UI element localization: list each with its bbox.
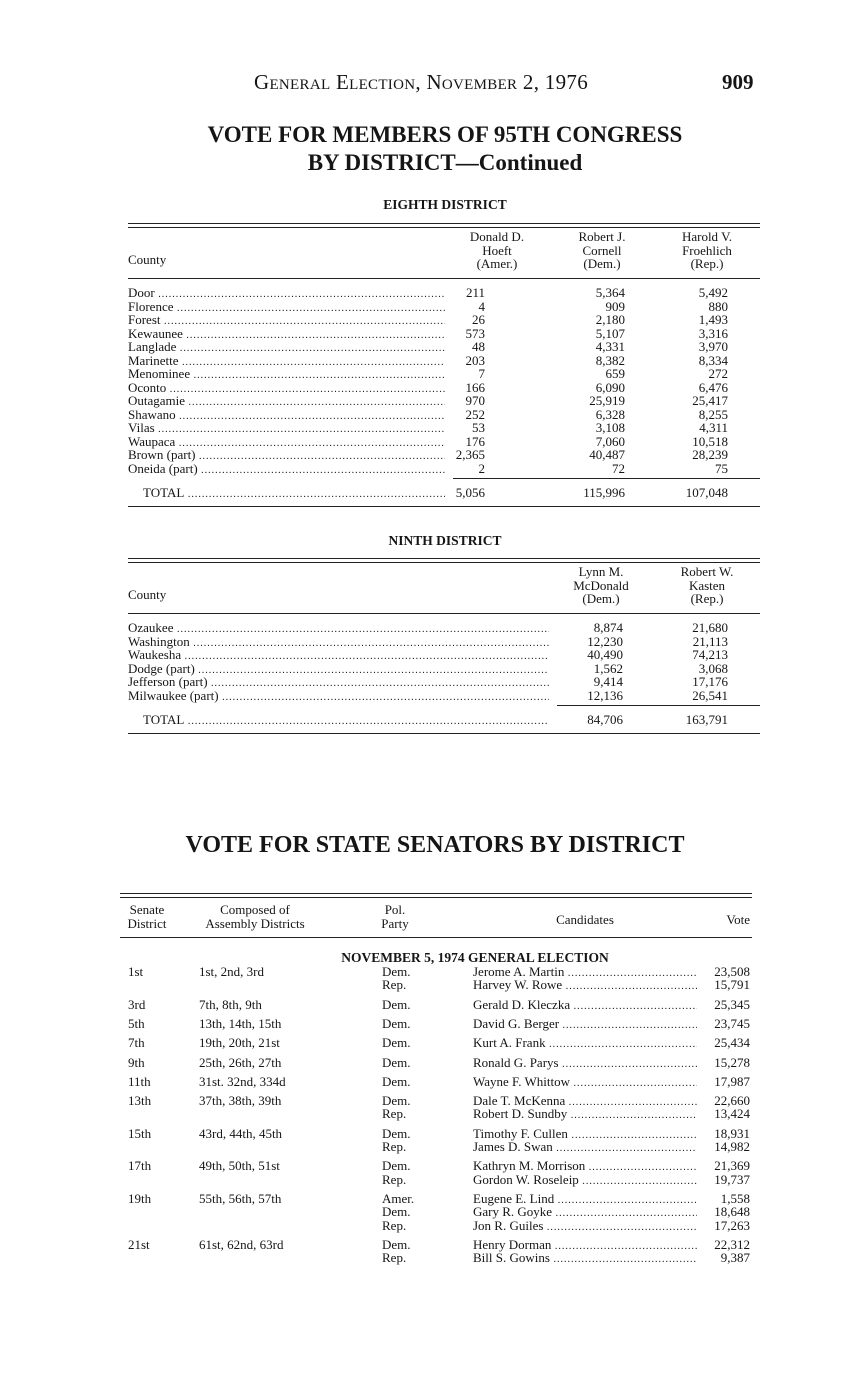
senate-district: 21st xyxy=(128,1236,150,1252)
party: Rep. xyxy=(382,1106,407,1122)
vote-count: 21,113 xyxy=(692,633,728,649)
vote-count: 72 xyxy=(612,460,625,476)
header-rule xyxy=(120,937,752,938)
vote-count: 203 xyxy=(465,352,485,368)
column-header-candidate: Kasten xyxy=(688,577,726,593)
column-header-candidate: Donald D. xyxy=(469,229,525,244)
vote-count: 9,414 xyxy=(593,674,623,689)
vote-count: 4,331 xyxy=(595,339,625,354)
vote-count: 48 xyxy=(472,339,485,354)
vote-count: 8,255 xyxy=(698,406,728,422)
candidate-name: Jerome A. Martin ..... xyxy=(473,965,697,981)
candidate-name: Dale T. McKenna ..... xyxy=(473,1094,697,1110)
county-name: Brown (part) ..... xyxy=(128,448,445,464)
column-header-candidate: Hoeft xyxy=(482,242,512,258)
party: Dem. xyxy=(382,1204,411,1220)
column-header-vote: Vote xyxy=(726,912,750,927)
vote-count: 6,090 xyxy=(595,379,625,395)
vote-count: 26 xyxy=(472,312,485,327)
candidate-name: Robert D. Sundby ..... xyxy=(473,1107,697,1123)
county-name: Washington ..... xyxy=(128,635,549,651)
column-header-party: Pol. xyxy=(384,902,406,917)
vote-count: 15,278 xyxy=(714,1054,750,1070)
vote-count: 15,791 xyxy=(714,977,750,993)
vote-count: 5,107 xyxy=(595,325,625,341)
assembly-districts: 43rd, 44th, 45th xyxy=(199,1125,283,1141)
senate-district: 9th xyxy=(128,1054,145,1070)
vote-count: 13,424 xyxy=(714,1106,750,1122)
column-header-candidate: Lynn M. xyxy=(578,564,624,579)
party: Dem. xyxy=(382,1093,411,1109)
column-header-county: County xyxy=(128,252,167,267)
vote-count: 21,369 xyxy=(714,1158,750,1174)
congress-title: VOTE FOR MEMBERS OF 95TH CONGRESS xyxy=(207,122,683,147)
county-name: Marinette ..... xyxy=(128,354,445,370)
running-head: General Election, November 2, 1976 xyxy=(254,70,589,94)
senate-district: 5th xyxy=(128,1015,145,1031)
column-header-candidate: (Amer.) xyxy=(476,256,518,271)
table-bottom-rule xyxy=(128,733,760,734)
candidate-name: Jon R. Guiles ..... xyxy=(473,1219,697,1235)
table-top-rule xyxy=(128,562,760,563)
county-name: Menominee ..... xyxy=(128,367,445,383)
candidate-name: Gary R. Goyke ..... xyxy=(473,1205,697,1221)
page-number: 909 xyxy=(722,70,754,94)
vote-count: 909 xyxy=(605,298,625,314)
total-vote: 84,706 xyxy=(587,712,623,727)
senate-title: VOTE FOR STATE SENATORS BY DISTRICT xyxy=(185,832,685,858)
vote-count: 22,312 xyxy=(714,1236,750,1252)
total-rule xyxy=(453,478,760,479)
assembly-districts: 7th, 8th, 9th xyxy=(199,996,262,1012)
vote-count: 17,263 xyxy=(714,1217,750,1233)
vote-count: 25,417 xyxy=(692,393,728,408)
total-vote: 5,056 xyxy=(455,485,485,500)
senate-district: 19th xyxy=(128,1190,152,1206)
party: Rep. xyxy=(382,1139,407,1154)
vote-count: 5,492 xyxy=(698,285,728,300)
total-label: TOTAL ..... xyxy=(143,486,445,502)
vote-count: 7 xyxy=(478,366,485,381)
party: Dem. xyxy=(382,1073,411,1089)
column-header-candidate: Harold V. xyxy=(681,229,733,244)
candidate-name: Timothy F. Cullen ..... xyxy=(473,1127,697,1143)
county-name: Dodge (part) ..... xyxy=(128,662,549,678)
table-top-rule xyxy=(120,897,752,898)
candidate-name: Gerald D. Kleczka ..... xyxy=(473,998,697,1014)
county-name: Ozaukee ..... xyxy=(128,621,549,637)
candidate-name: Wayne F. Whittow ..... xyxy=(473,1075,697,1091)
vote-count: 659 xyxy=(605,366,625,381)
column-header-composed: Assembly Districts xyxy=(205,915,305,931)
vote-count: 12,230 xyxy=(587,633,623,649)
total-rule xyxy=(557,705,760,706)
county-name: Oneida (part) ..... xyxy=(128,462,445,478)
vote-count: 880 xyxy=(708,298,728,314)
vote-count: 1,562 xyxy=(593,660,623,676)
assembly-districts: 1st, 2nd, 3rd xyxy=(199,964,264,979)
vote-count: 8,874 xyxy=(593,620,623,635)
table-top-rule xyxy=(128,227,760,228)
vote-count: 3,316 xyxy=(698,325,728,341)
vote-count: 6,476 xyxy=(698,379,728,395)
senate-district: 7th xyxy=(128,1035,145,1051)
candidate-name: Henry Dorman ..... xyxy=(473,1238,697,1254)
county-name: Langlade ..... xyxy=(128,340,445,356)
candidate-name: Harvey W. Rowe ..... xyxy=(473,978,697,994)
vote-count: 28,239 xyxy=(692,447,728,462)
county-name: Forest ..... xyxy=(128,313,445,329)
vote-count: 25,345 xyxy=(714,996,750,1012)
ninth-district-heading: NINTH DISTRICT xyxy=(388,533,502,548)
party: Rep. xyxy=(382,1171,407,1187)
county-name: Milwaukee (part) ..... xyxy=(128,689,549,705)
table-top-rule xyxy=(120,893,752,894)
party: Rep. xyxy=(382,977,407,993)
vote-count: 3,970 xyxy=(698,339,728,354)
vote-count: 53 xyxy=(472,420,485,435)
senate-district: 13th xyxy=(128,1093,152,1109)
table-bottom-rule xyxy=(128,506,760,507)
vote-count: 7,060 xyxy=(595,433,625,449)
column-header-candidate: Robert W. xyxy=(680,564,734,579)
vote-count: 18,931 xyxy=(714,1125,750,1141)
column-header-candidate: (Rep.) xyxy=(690,591,724,606)
vote-count: 5,364 xyxy=(595,285,625,300)
vote-count: 6,328 xyxy=(595,406,625,422)
column-header-candidate: Robert J. xyxy=(578,229,626,244)
county-name: Shawano ..... xyxy=(128,408,445,424)
vote-count: 19,737 xyxy=(714,1171,750,1187)
candidate-name: Eugene E. Lind ..... xyxy=(473,1192,697,1208)
candidate-name: Kathryn M. Morrison ..... xyxy=(473,1159,697,1175)
vote-count: 17,176 xyxy=(692,674,728,689)
party: Rep. xyxy=(382,1250,407,1266)
assembly-districts: 55th, 56th, 57th xyxy=(199,1190,282,1206)
county-name: Waukesha ..... xyxy=(128,648,549,664)
assembly-districts: 13th, 14th, 15th xyxy=(199,1015,282,1031)
header-rule xyxy=(128,278,760,279)
senate-district: 15th xyxy=(128,1125,152,1141)
vote-count: 272 xyxy=(708,366,728,381)
vote-count: 4,311 xyxy=(699,420,728,435)
vote-count: 74,213 xyxy=(692,647,728,662)
column-header-candidate: Froehlich xyxy=(682,242,732,258)
table-top-rule xyxy=(128,558,760,559)
vote-count: 14,982 xyxy=(714,1139,750,1154)
vote-count: 176 xyxy=(465,433,485,449)
vote-count: 22,660 xyxy=(714,1093,750,1109)
vote-count: 26,541 xyxy=(692,687,728,703)
county-name: Jefferson (part) ..... xyxy=(128,675,549,691)
candidate-name: Ronald G. Parys ..... xyxy=(473,1056,697,1072)
county-name: Waupaca ..... xyxy=(128,435,445,451)
party: Dem. xyxy=(382,964,411,979)
assembly-districts: 19th, 20th, 21st xyxy=(199,1035,280,1051)
candidate-name: Kurt A. Frank ..... xyxy=(473,1036,697,1052)
eighth-district-heading: EIGHTH DISTRICT xyxy=(383,197,507,212)
vote-count: 2,365 xyxy=(455,447,485,462)
column-header-candidates: Candidates xyxy=(556,912,614,927)
party: Dem. xyxy=(382,1158,411,1174)
assembly-districts: 61st, 62nd, 63rd xyxy=(199,1236,284,1252)
vote-count: 9,387 xyxy=(720,1250,750,1266)
total-vote: 115,996 xyxy=(583,485,625,500)
candidate-name: David G. Berger ..... xyxy=(473,1017,697,1033)
column-header-composed: Composed of xyxy=(220,902,290,917)
candidate-name: James D. Swan ..... xyxy=(473,1140,697,1156)
vote-count: 21,680 xyxy=(692,620,728,635)
column-header-county: County xyxy=(128,587,167,602)
senate-district: 1st xyxy=(128,964,144,979)
column-header-candidate: (Dem.) xyxy=(582,591,620,606)
vote-count: 4 xyxy=(478,298,485,314)
vote-count: 166 xyxy=(465,379,485,395)
vote-count: 75 xyxy=(715,460,728,476)
total-vote: 107,048 xyxy=(685,485,728,500)
county-name: Kewaunee ..... xyxy=(128,327,445,343)
county-name: Door ..... xyxy=(128,286,445,302)
vote-count: 8,382 xyxy=(595,352,625,368)
vote-count: 40,487 xyxy=(589,447,625,462)
party: Rep. xyxy=(382,1217,407,1233)
assembly-districts: 37th, 38th, 39th xyxy=(199,1093,282,1109)
vote-count: 1,558 xyxy=(720,1190,750,1206)
vote-count: 252 xyxy=(465,406,485,422)
county-name: Florence ..... xyxy=(128,300,445,316)
vote-count: 25,434 xyxy=(714,1035,750,1051)
assembly-districts: 31st. 32nd, 334d xyxy=(199,1073,286,1089)
vote-count: 573 xyxy=(465,325,485,341)
vote-count: 8,334 xyxy=(698,352,728,368)
vote-count: 970 xyxy=(465,393,485,408)
column-header-district: Senate xyxy=(129,902,165,917)
vote-count: 40,490 xyxy=(587,647,623,662)
total-label: TOTAL ..... xyxy=(143,713,549,729)
election-heading: NOVEMBER 5, 1974 GENERAL ELECTION xyxy=(341,950,609,965)
column-header-candidate: (Dem.) xyxy=(583,256,621,271)
vote-count: 3,108 xyxy=(595,420,625,435)
vote-count: 211 xyxy=(465,285,485,300)
column-header-candidate: (Rep.) xyxy=(690,256,724,271)
header-rule xyxy=(128,613,760,614)
party: Dem. xyxy=(382,996,411,1012)
column-header-district: District xyxy=(127,915,167,931)
table-top-rule xyxy=(128,223,760,224)
vote-count: 17,987 xyxy=(714,1073,750,1089)
total-vote: 163,791 xyxy=(685,712,728,727)
column-header-party: Party xyxy=(381,915,409,931)
candidate-name: Bill S. Gowins ..... xyxy=(473,1251,697,1267)
party: Dem. xyxy=(382,1125,411,1141)
vote-count: 23,745 xyxy=(714,1015,750,1031)
assembly-districts: 25th, 26th, 27th xyxy=(199,1054,282,1070)
county-name: Oconto ..... xyxy=(128,381,445,397)
senate-district: 11th xyxy=(128,1073,151,1089)
county-name: Outagamie ..... xyxy=(128,394,445,410)
vote-count: 2 xyxy=(478,460,485,476)
party: Dem. xyxy=(382,1035,411,1051)
vote-count: 18,648 xyxy=(714,1204,750,1220)
party: Amer. xyxy=(382,1190,415,1206)
congress-title-continued: BY DISTRICT—Continued xyxy=(307,150,583,175)
assembly-districts: 49th, 50th, 51st xyxy=(199,1158,280,1174)
vote-count: 2,180 xyxy=(595,312,625,327)
candidate-name: Gordon W. Roseleip ..... xyxy=(473,1173,697,1189)
county-name: Vilas ..... xyxy=(128,421,445,437)
vote-count: 10,518 xyxy=(692,433,728,449)
party: Dem. xyxy=(382,1236,411,1252)
party: Dem. xyxy=(382,1015,411,1031)
column-header-candidate: Cornell xyxy=(582,242,622,258)
senate-district: 17th xyxy=(128,1158,152,1174)
vote-count: 23,508 xyxy=(714,964,750,979)
column-header-candidate: McDonald xyxy=(573,577,629,593)
senate-district: 3rd xyxy=(128,996,146,1012)
party: Dem. xyxy=(382,1054,411,1070)
vote-count: 12,136 xyxy=(587,687,623,703)
vote-count: 3,068 xyxy=(698,660,728,676)
vote-count: 1,493 xyxy=(698,312,728,327)
vote-count: 25,919 xyxy=(589,393,625,408)
